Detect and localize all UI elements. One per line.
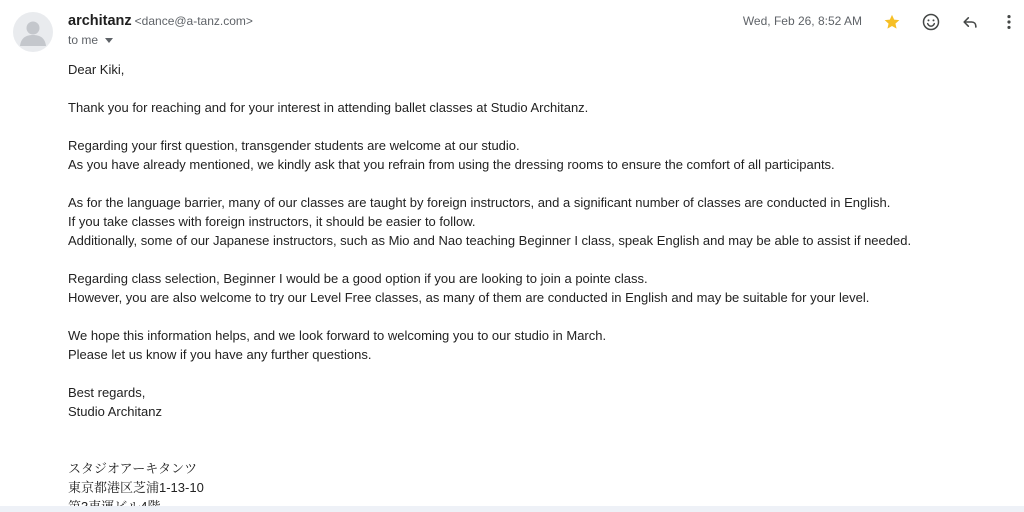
chevron-down-icon[interactable] [105, 38, 113, 43]
body-line: Regarding class selection, Beginner I would be a good option if you are looking to join a pointe class. [68, 271, 648, 286]
body-line: Thank you for reaching and for your interest in attending ballet classes at Studio Architanz. [68, 100, 589, 115]
more-options-button[interactable] [997, 10, 1021, 34]
body-line: As you have already mentioned, we kindly ask that you refrain from using the dressing rooms to ensure the comfort of all participants. [68, 157, 835, 172]
body-line: We hope this information helps, and we look forward to welcoming you to our studio in March. [68, 328, 607, 343]
emoji-icon [921, 12, 941, 32]
star-button[interactable] [880, 10, 904, 34]
body-line: However, you are also welcome to try our Level Free classes, as many of them are conducted in English and may be suitable for your level. [68, 290, 870, 305]
reply-button[interactable] [958, 10, 982, 34]
closing-line: Best regards, [68, 385, 146, 400]
message-body [68, 60, 998, 512]
body-line: As for the language barrier, many of our classes are taught by foreign instructors, and a significant number of classes are conducted in English. [68, 195, 891, 210]
message-date[interactable]: Wed, Feb 26, 8:52 AM [742, 14, 862, 28]
recipient-details-toggle[interactable] [68, 33, 113, 47]
body-line: Additionally, some of our Japanese instructors, such as Mio and Nao teaching Beginner I class, speak English and may be able to assist if needed. [68, 233, 912, 248]
avatar[interactable] [13, 12, 53, 52]
bottom-divider [0, 506, 1024, 512]
body-line: If you take classes with foreign instructors, it should be easier to follow. [68, 214, 476, 229]
sender-name[interactable]: architanz [68, 13, 132, 29]
body-line: Regarding your first question, transgender students are welcome at our studio. [68, 138, 520, 153]
star-icon [883, 13, 901, 31]
more-vert-icon [999, 12, 1019, 32]
reply-icon [960, 12, 980, 32]
recipient-label: to me [68, 33, 99, 47]
add-reaction-button[interactable] [919, 10, 943, 34]
closing-signature: Studio Architanz [68, 404, 162, 419]
body-line: Please let us know if you have any further questions. [68, 347, 372, 362]
sender-email: <dance@a-tanz.com> [134, 14, 253, 28]
signature-line: 東京都港区芝浦1-13-10 [68, 480, 204, 495]
signature-line: スタジオアーキタンツ [68, 461, 198, 476]
sender-line [68, 12, 253, 30]
greeting: Dear Kiki, [68, 62, 125, 77]
avatar-icon [13, 12, 53, 52]
